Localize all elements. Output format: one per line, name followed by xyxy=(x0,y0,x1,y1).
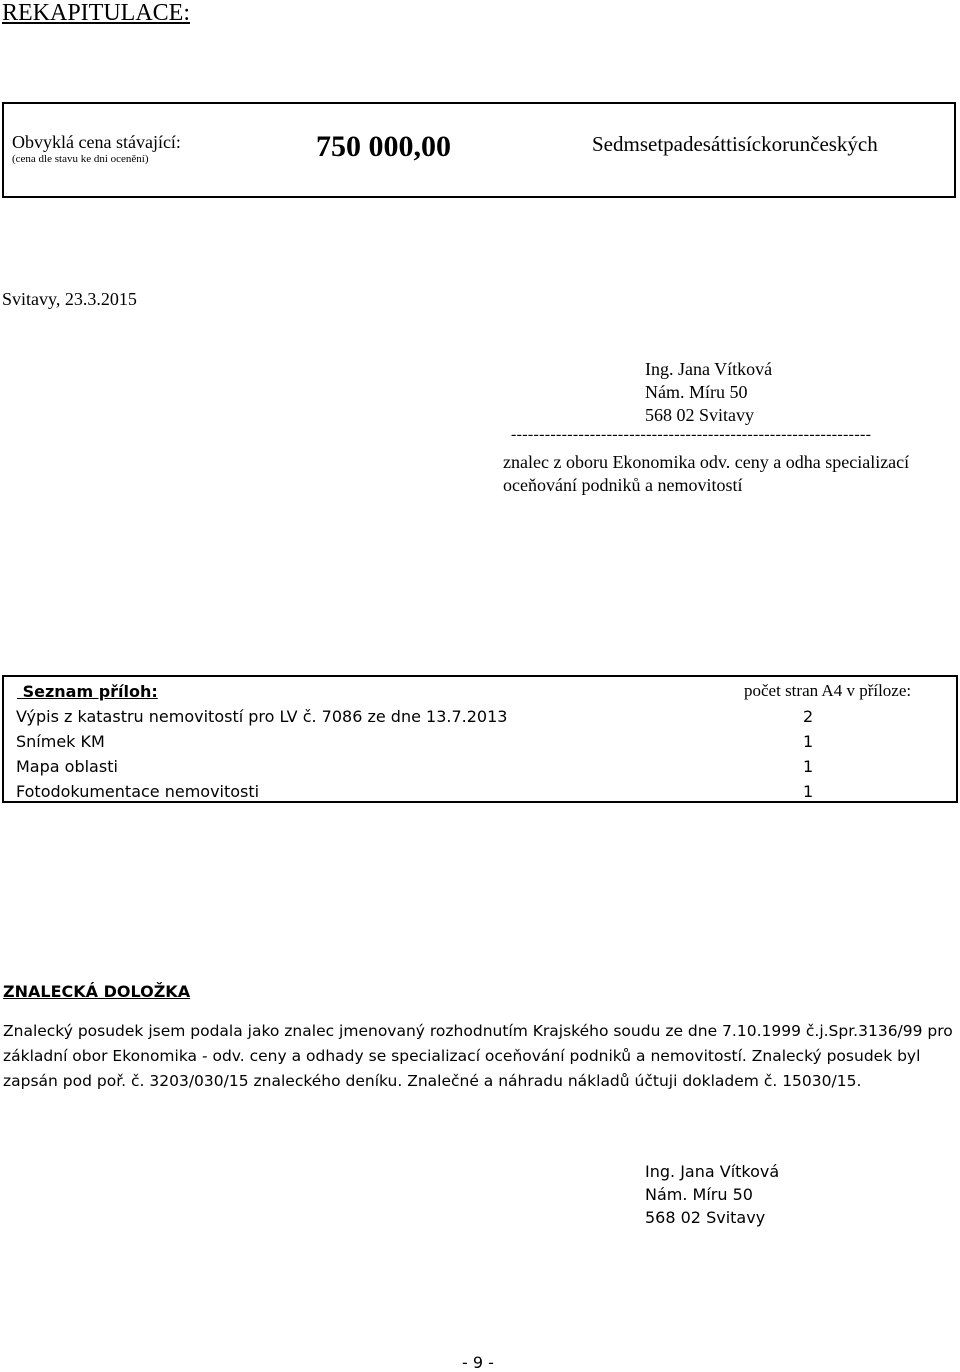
signature-bottom-city: 568 02 Svitavy xyxy=(645,1208,766,1227)
signature-bottom-name: Ing. Jana Vítková xyxy=(645,1162,780,1181)
expert-description-line-2: oceňování podniků a nemovitostí xyxy=(503,475,743,495)
attachment-item: Snímek KM xyxy=(16,732,105,751)
signature-top-street: Nám. Míru 50 xyxy=(645,382,748,402)
price-summary-box xyxy=(2,102,956,198)
place-and-date: Svitavy, 23.3.2015 xyxy=(2,289,137,309)
expert-clause-text: Znalecký posudek jsem podala jako znalec jmenovaný rozhodnutím Krajského soudu ze dne 7.10.1999 č.j.Spr.3136/99 pro základní obor Ekonomika - odv. ceny a odhady se specializací oceňování podniků a nemovitostí. Znalecký posudek byl zapsán pod poř. č. 3203/030/15 znaleckého deníku. Znalečné a náhradu nákladů účtuji dokladem č. 15030/15. xyxy=(3,1022,953,1090)
signature-top-name: Ing. Jana Vítková xyxy=(645,359,773,379)
page-heading: REKAPITULACE: xyxy=(2,0,190,26)
price-note: (cena dle stavu ke dni ocenění) xyxy=(12,153,149,165)
signature-line: ---------------------------------------------------------------- xyxy=(511,426,872,443)
price-label: Obvyklá cena stávající: xyxy=(12,132,181,152)
attachment-item: Výpis z katastru nemovitostí pro LV č. 7086 ze dne 13.7.2013 xyxy=(16,707,508,726)
signature-bottom-street: Nám. Míru 50 xyxy=(645,1185,753,1204)
attachment-page-count: 1 xyxy=(803,782,814,801)
signature-top-city: 568 02 Svitavy xyxy=(645,405,755,425)
expert-description-line-1: znalec z oboru Ekonomika odv. ceny a odha specializací xyxy=(503,452,910,472)
attachment-item: Fotodokumentace nemovitosti xyxy=(16,782,260,801)
attachments-pages-header: počet stran A4 v příloze: xyxy=(744,681,912,700)
attachment-page-count: 1 xyxy=(803,732,814,751)
attachment-page-count: 2 xyxy=(803,707,814,726)
price-value: 750 000,00 xyxy=(316,130,451,163)
attachments-title: Seznam příloh: xyxy=(17,682,158,701)
price-in-words: Sedmsetpadesáttisíckorunčeských xyxy=(592,132,878,156)
attachment-item: Mapa oblasti xyxy=(16,757,118,776)
attachments-box xyxy=(2,675,958,803)
attachment-page-count: 1 xyxy=(803,757,814,776)
expert-clause-title: ZNALECKÁ DOLOŽKA xyxy=(3,982,191,1001)
page-number: - 9 - xyxy=(462,1353,494,1372)
